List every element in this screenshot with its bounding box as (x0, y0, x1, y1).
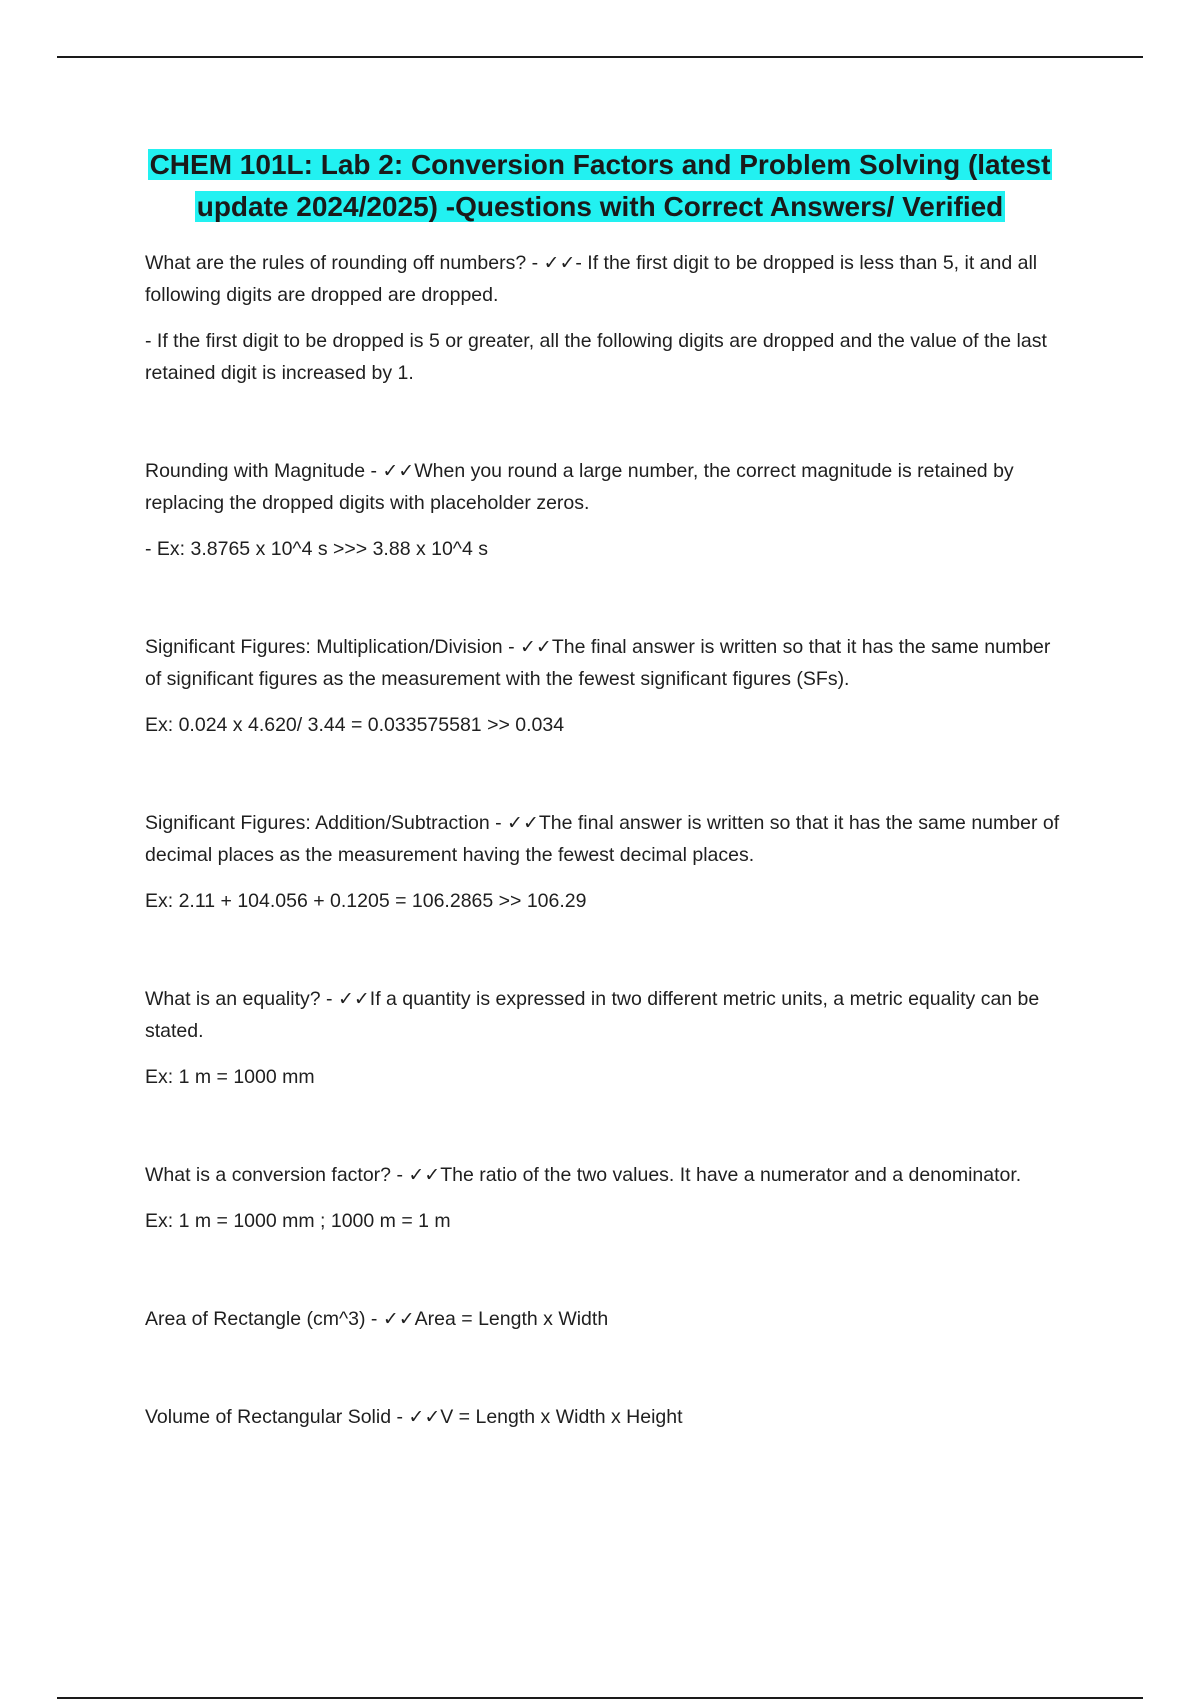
bottom-rule (57, 1697, 1143, 1699)
qa-text (145, 1401, 1060, 1433)
check-icon: ✓✓ (519, 636, 552, 658)
question-text: What is a conversion factor? - (145, 1164, 409, 1186)
check-icon: ✓✓ (543, 252, 576, 274)
qa-text (145, 1303, 1060, 1335)
qa-entry-rounding-magnitude (145, 455, 1060, 565)
qa-text (145, 983, 1060, 1047)
question-text: Significant Figures: Multiplication/Division - (145, 636, 520, 658)
example-text: Ex: 0.024 x 4.620/ 3.44 = 0.033575581 >> 0.034 (145, 714, 565, 736)
qa-entry-area-rectangle (145, 1303, 1060, 1335)
title-block (100, 144, 1100, 228)
qa-entry-conversion-factor (145, 1159, 1060, 1237)
qa-entry-equality (145, 983, 1060, 1093)
question-text: What are the rules of rounding off numbers? - (145, 252, 544, 274)
document-title: CHEM 101L: Lab 2: Conversion Factors and Problem Solving (latest update 2024/2025) -Questions with Correct Answers/ Verified (149, 149, 1051, 222)
example-text: Ex: 1 m = 1000 mm (145, 1066, 315, 1088)
qa-entry-sigfig-addition (145, 807, 1060, 917)
check-icon: ✓✓ (337, 988, 370, 1010)
answer-text: Area = Length x Width (414, 1308, 609, 1330)
check-icon: ✓✓ (408, 1406, 441, 1428)
qa-text (145, 455, 1060, 519)
check-icon: ✓✓ (382, 460, 415, 482)
example-text: - If the first digit to be dropped is 5 or greater, all the following digits are dropped and the value of the last retained digit is increased by 1. (145, 330, 1047, 384)
example-text: - Ex: 3.8765 x 10^4 s >>> 3.88 x 10^4 s (145, 538, 488, 560)
question-text: Volume of Rectangular Solid - (145, 1406, 409, 1428)
answer-text: The final answer is written so that it has the same number of significant figures as the measurement with the fewest significant figures (SFs). (145, 636, 1051, 690)
qa-entry-rounding-rules (145, 247, 1060, 389)
qa-entry-volume-solid (145, 1401, 1060, 1433)
qa-list (145, 247, 1060, 1433)
check-icon: ✓✓ (507, 812, 539, 834)
question-text: What is an equality? - (145, 988, 338, 1010)
qa-text (145, 247, 1060, 311)
check-icon: ✓✓ (382, 1308, 415, 1330)
qa-text (145, 631, 1060, 695)
top-rule (57, 56, 1143, 58)
qa-entry-sigfig-multiplication (145, 631, 1060, 741)
qa-text (145, 807, 1060, 871)
example-text: Ex: 2.11 + 104.056 + 0.1205 = 106.2865 >> 106.29 (145, 890, 587, 912)
qa-text (145, 1159, 1060, 1191)
answer-text: When you round a large number, the correct magnitude is retained by replacing the dropped digits with placeholder zeros. (145, 460, 1014, 514)
check-icon: ✓✓ (408, 1164, 441, 1186)
question-text: Rounding with Magnitude - (145, 460, 383, 482)
answer-text: The final answer is written so that it has the same number of decimal places as the measurement having the fewest decimal places. (145, 812, 1060, 866)
answer-text: The ratio of the two values. It have a numerator and a denominator. (440, 1164, 1022, 1186)
answer-text: V = Length x Width x Height (440, 1406, 683, 1428)
answer-text: - If the first digit to be dropped is less than 5, it and all following digits are dropped are dropped. (145, 252, 1038, 306)
answer-text: If a quantity is expressed in two different metric units, a metric equality can be stated. (145, 988, 1040, 1042)
question-text: Area of Rectangle (cm^3) - (145, 1308, 383, 1330)
question-text: Significant Figures: Addition/Subtraction - (145, 812, 508, 834)
example-text: Ex: 1 m = 1000 mm ; 1000 m = 1 m (145, 1210, 451, 1232)
